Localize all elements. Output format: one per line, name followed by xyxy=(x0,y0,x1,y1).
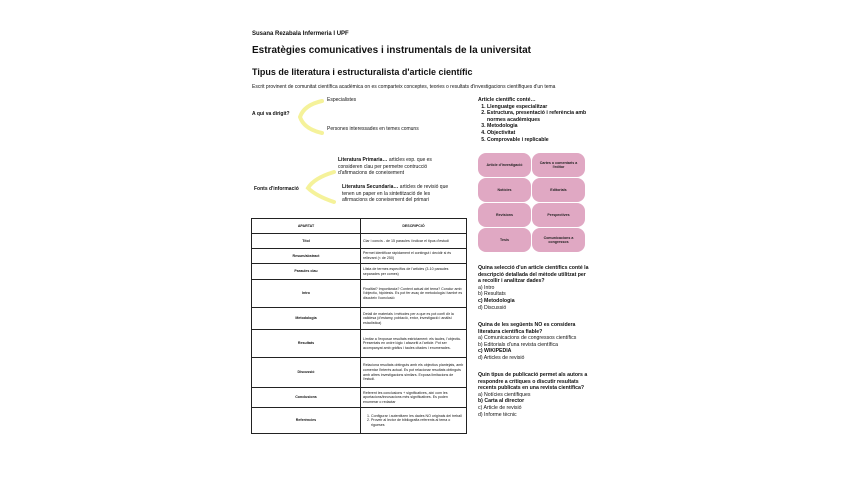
section-title: Tipus de literatura i estructuralista d'article científic xyxy=(252,67,473,77)
table-cell-name: Paraules clau xyxy=(252,264,361,280)
article-item: 3. Metodologia xyxy=(487,123,588,130)
table-cell-name: Discussió xyxy=(252,358,361,388)
table-cell-desc: Llista de termes específics de l'articles (3-10 paraules separades per comes) xyxy=(361,264,467,280)
table-cell-name: Títol xyxy=(252,234,361,249)
type-cell: Perspectives xyxy=(532,203,585,227)
article-contents-heading: Article científic conté… xyxy=(478,97,536,103)
answer-option: a) Notícies científiques xyxy=(478,391,531,398)
table-row xyxy=(252,408,467,434)
answer-option-correct: c) WIKIPEDIA xyxy=(478,348,512,355)
table-cell-name: Resum/abstract xyxy=(252,249,361,264)
question-3 xyxy=(478,372,590,418)
table-cell-name: Resultats xyxy=(252,330,361,358)
type-cell: Editorials xyxy=(532,178,585,202)
article-item: 5. Comprovable i replicable xyxy=(487,137,588,144)
question-text: Quin tipus de publicació permet als autors a respondre a crítiques o discutir resultats recents publicats en una revista científica? xyxy=(478,372,588,392)
answer-option: d) Discussió xyxy=(478,304,507,311)
audience-option-public: Persones interessades en temes comuns xyxy=(327,126,419,132)
intro-text: Escrit provinent de comunitat científica acadèmica on es comparteix conceptes, teories o resultats d'investigacions científiques d'un tema xyxy=(252,84,556,90)
table-row xyxy=(252,388,467,408)
article-contents xyxy=(478,97,588,143)
question-1 xyxy=(478,265,590,311)
article-item: 1. Llenguatge especialitzar xyxy=(487,104,588,111)
table-cell-name: Intro xyxy=(252,280,361,308)
page-title: Estratègies comunicatives i instrumentals de la universitat xyxy=(252,45,531,56)
primary-title: Literatura Primaria… xyxy=(338,157,388,163)
type-cell: Revisions xyxy=(478,203,531,227)
reference-item: 1. Configurar i autentitzen les dades NO originals del treball xyxy=(371,414,464,419)
type-cell: Notícies xyxy=(478,178,531,202)
sources-bracket xyxy=(302,168,342,208)
table-cell-desc: Referent les conclusions + significatives, així com les aportacions/innovacions més significatives. Es poden enumerar o redactar xyxy=(361,388,467,408)
table-row xyxy=(252,264,467,280)
author: Susana Rezabala Infermeria I UPF xyxy=(252,31,349,37)
type-cell: Tesis xyxy=(478,228,531,252)
table-cell-name: Conclusions xyxy=(252,388,361,408)
primary-text: articles exp. que es xyxy=(387,157,432,163)
answer-option: c) Article de revisió xyxy=(478,404,522,411)
table-row xyxy=(252,330,467,358)
table-header: DESCRIPCIÓ xyxy=(361,219,467,234)
audience-label: A qui va dirigit? xyxy=(252,111,290,117)
question-text: Quina selecció d'un article científics conté la descripció detallada del mètode utilitzat per a recollir i analitzar dades? xyxy=(478,265,589,285)
table-cell-desc: Finalitat? Importància? Context actual del tema? Conclur amb l'objectiu, hipòtesis. Es pot fer avaç de metodologia i també es discuteix l'conclusió xyxy=(361,280,467,308)
table-row xyxy=(252,280,467,308)
question-2 xyxy=(478,322,590,362)
answer-option-correct: c) Metodologia xyxy=(478,297,515,304)
primary-text-2: consideren clau per permetre contrucció xyxy=(338,163,428,170)
table-cell-name: Metodologia xyxy=(252,308,361,330)
sources-label: Fonts d'informació xyxy=(254,186,299,192)
audience-option-specialists: Especialistes xyxy=(327,97,357,103)
answer-option: a) Intro xyxy=(478,284,495,291)
table-header-row xyxy=(252,219,467,234)
table-cell-desc xyxy=(361,408,467,434)
answer-option: a) Comunicacions de congressos científics xyxy=(478,335,577,342)
audience-bracket xyxy=(290,95,330,140)
answer-option: d) Informe tècnic xyxy=(478,411,517,418)
type-cell: Comunicacions a congressos xyxy=(532,228,585,252)
answer-option: b) Resultats xyxy=(478,291,506,298)
primary-literature xyxy=(338,157,470,177)
secondary-text: articles de revisió que xyxy=(398,184,449,190)
answer-option: b) Editorials d'una revista científica xyxy=(478,341,558,348)
secondary-text-3: afirmacions de coneixement del primari xyxy=(342,197,429,203)
answer-option: d) Articles de revisió xyxy=(478,354,525,361)
reference-item: 2. Proveir al lector de bibliografia referents al tema o rigueses xyxy=(371,418,464,427)
table-cell-desc: Relaciona resultats obtinguts amb els objectius plantejats, amb comentar l'interès actual. Es pot relacionar resultats obtinguts amb altres investigacions similars. Exposa limitacions de l'estudi. xyxy=(361,358,467,388)
primary-text-3: d'afirmacions de coneixement xyxy=(338,170,404,176)
secondary-title: Literatura Secundaria… xyxy=(342,184,399,190)
table-cell-desc: Limitar a l'exposar resultats estrictament: els taules, l'objectiu. Presentats en ordre lògic i afavoriti a l'article. Pot ser acompanyat amb gràfics i taules citades i enumerades. xyxy=(361,330,467,358)
article-item: 4. Objectivitat xyxy=(487,130,588,137)
table-row xyxy=(252,358,467,388)
sections-table xyxy=(251,218,467,434)
secondary-literature xyxy=(342,184,474,204)
article-item: 2. Estructura, presentació i referència amb normes acadèmiques xyxy=(487,110,588,123)
table-header: APARTAT xyxy=(252,219,361,234)
type-cell: Cartes o comentaris a l'editor xyxy=(532,153,585,177)
table-cell-desc: Clar i concís - de 15 paraules i indicar el tipus d'estudi xyxy=(361,234,467,249)
secondary-text-2: tenen un paper en la sintetització de les xyxy=(342,190,431,197)
question-text: Quina de les següents NO es considera literatura científica fiable? xyxy=(478,322,576,335)
table-cell-desc: Detall de materials i mètodes per a que es pot confi dir la validesa (d'estamy, població, entor, investigació i anàlisi estadística) xyxy=(361,308,467,330)
table-cell-desc: Permet identificar ràpidament el contingut i decidir si és rellevant (< de 250) xyxy=(361,249,467,264)
type-cell: Article d'investigació xyxy=(478,153,531,177)
table-row xyxy=(252,308,467,330)
table-row xyxy=(252,234,467,249)
table-cell-name: Referències xyxy=(252,408,361,434)
answer-option-correct: b) Carta al director xyxy=(478,398,525,405)
table-row xyxy=(252,249,467,264)
